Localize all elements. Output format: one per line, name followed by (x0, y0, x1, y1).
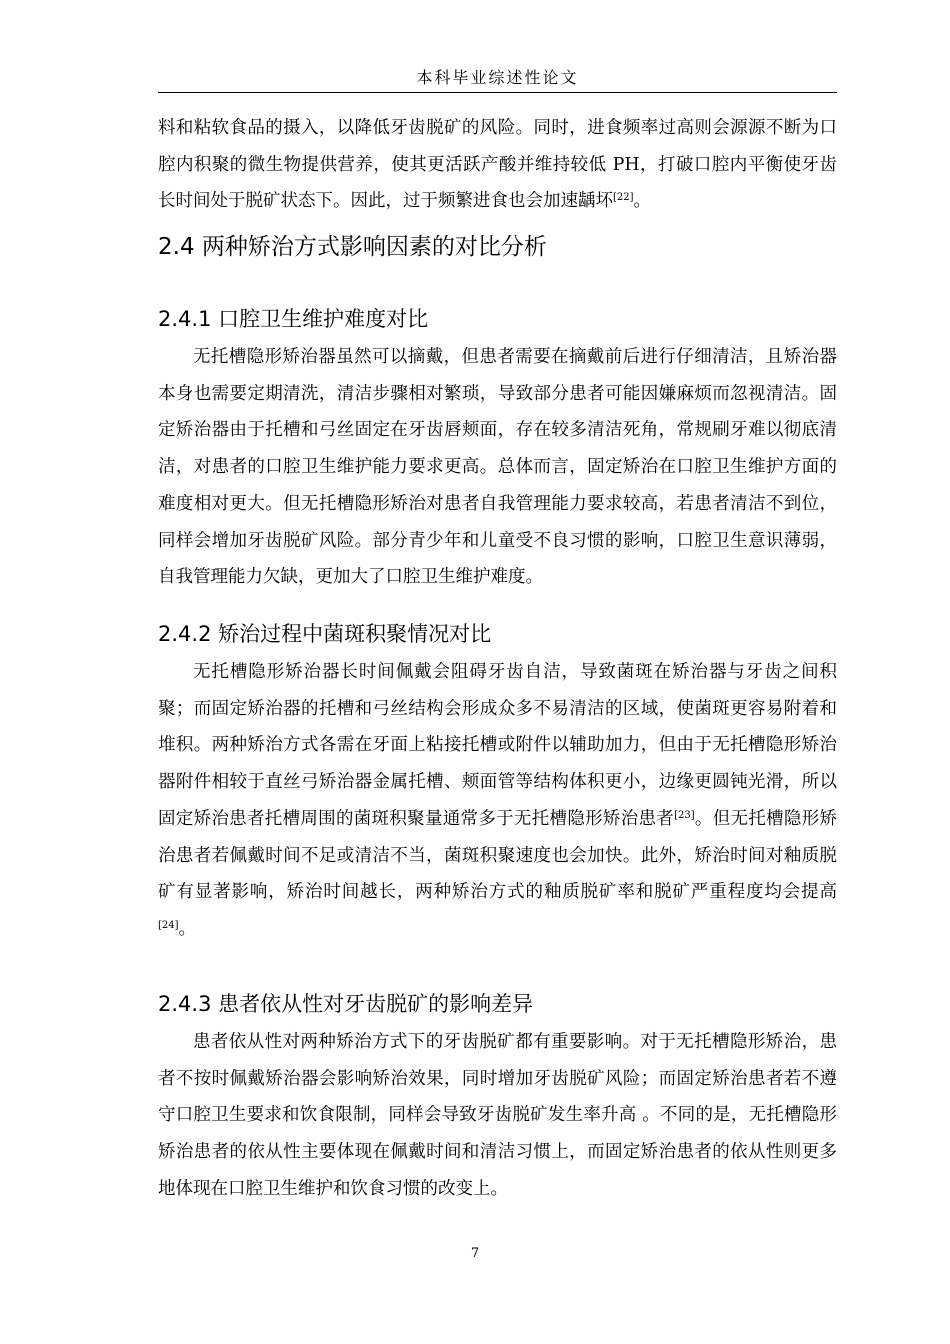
citation-22: [22] (613, 192, 634, 204)
intro-paragraph (158, 110, 837, 220)
section-2-4-2-text-c: 。 (178, 918, 197, 939)
section-2-4-3-body (158, 1024, 837, 1208)
section-2-4-3-heading: 2.4.3 患者依从性对牙齿脱矿的影响差异 (158, 992, 534, 1016)
page-content (158, 104, 838, 1199)
section-2-4-2-body (158, 654, 837, 948)
section-2-4-2-heading: 2.4.2 矫治过程中菌斑积聚情况对比 (158, 622, 492, 646)
section-2-4-1-body (158, 339, 837, 596)
header-title: 本科毕业综述性论文 (416, 68, 579, 87)
page-number: 7 (470, 1246, 480, 1261)
section-2-4-2-text-a: 无托槽隐形矫治器长时间佩戴会阻碍牙齿自洁，导致菌斑在矫治器与牙齿之间积聚；而固定矫治器的托槽和弓丝结构会形成众多不易清洁的区域，使菌斑更容易附着和堆积。两种矫治方式各需在牙面上粘接托槽或附件以辅助加力，但由于无托槽隐形矫治器附件相较于直丝弓矫治器金属托槽、颊面管等结构体积更小，边缘更圆钝光滑，所以固定矫治患者托槽周围的菌斑积聚量通常多于无托槽隐形矫治患者 (158, 662, 837, 829)
section-2-4-2-paragraph (158, 654, 837, 948)
citation-24: [24] (158, 919, 179, 931)
intro-text: 料和粘软食品的摄入，以降低牙齿脱矿的风险。同时，进食频率过高则会源源不断为口腔内积聚的微生物提供营养，使其更活跃产酸并维持较低 PH，打破口腔内平衡使牙齿长时间处于脱矿状态下。因此，过于频繁进食也会加速龋坏 (158, 118, 837, 212)
citation-23: [23] (674, 809, 695, 821)
section-2-4-2-text-b: 。但无托槽隐形矫治患者若佩戴时间不足或清洁不当，菌斑积聚速度也会加快。此外，矫治时间对釉质脱矿有显著影响，矫治时间越长，两种矫治方式的釉质脱矿率和脱矿严重程度均会提高 (158, 808, 838, 903)
page-header (158, 64, 837, 93)
section-2-4-1-paragraph: 无托槽隐形矫治器虽然可以摘戴，但患者需要在摘戴前后进行仔细清洁，且矫治器本身也需要定期清洗，清洁步骤相对繁琐，导致部分患者可能因嫌麻烦而忽视清洁。固定矫治器由于托槽和弓丝固定在牙齿唇颊面，存在较多清洁死角，常规刷牙难以彻底清洁，对患者的口腔卫生维护能力要求更高。总体而言，固定矫治在口腔卫生维护方面的难度相对更大。但无托槽隐形矫治对患者自我管理能力要求较高，若患者清洁不到位，同样会增加牙齿脱矿风险。部分青少年和儿童受不良习惯的影响，口腔卫生意识薄弱，自我管理能力欠缺，更加大了口腔卫生维护难度。 (158, 347, 837, 588)
section-2-4-1-heading: 2.4.1 口腔卫生维护难度对比 (158, 307, 429, 331)
section-2-4-3-paragraph: 患者依从性对两种矫治方式下的牙齿脱矿都有重要影响。对于无托槽隐形矫治，患者不按时佩戴矫治器会影响矫治效果，同时增加牙齿脱矿风险；而固定矫治患者若不遵守口腔卫生要求和饮食限制，同样会导致牙齿脱矿发生率升高 。不同的是，无托槽隐形矫治患者的依从性主要体现在佩戴时间和清洁习惯上，而固定矫治患者的依从性则更多地体现在口腔卫生维护和饮食习惯的改变上。 (158, 1032, 837, 1199)
intro-text-end: 。 (633, 191, 652, 212)
section-2-4-heading: 2.4 两种矫治方式影响因素的对比分析 (158, 234, 547, 260)
